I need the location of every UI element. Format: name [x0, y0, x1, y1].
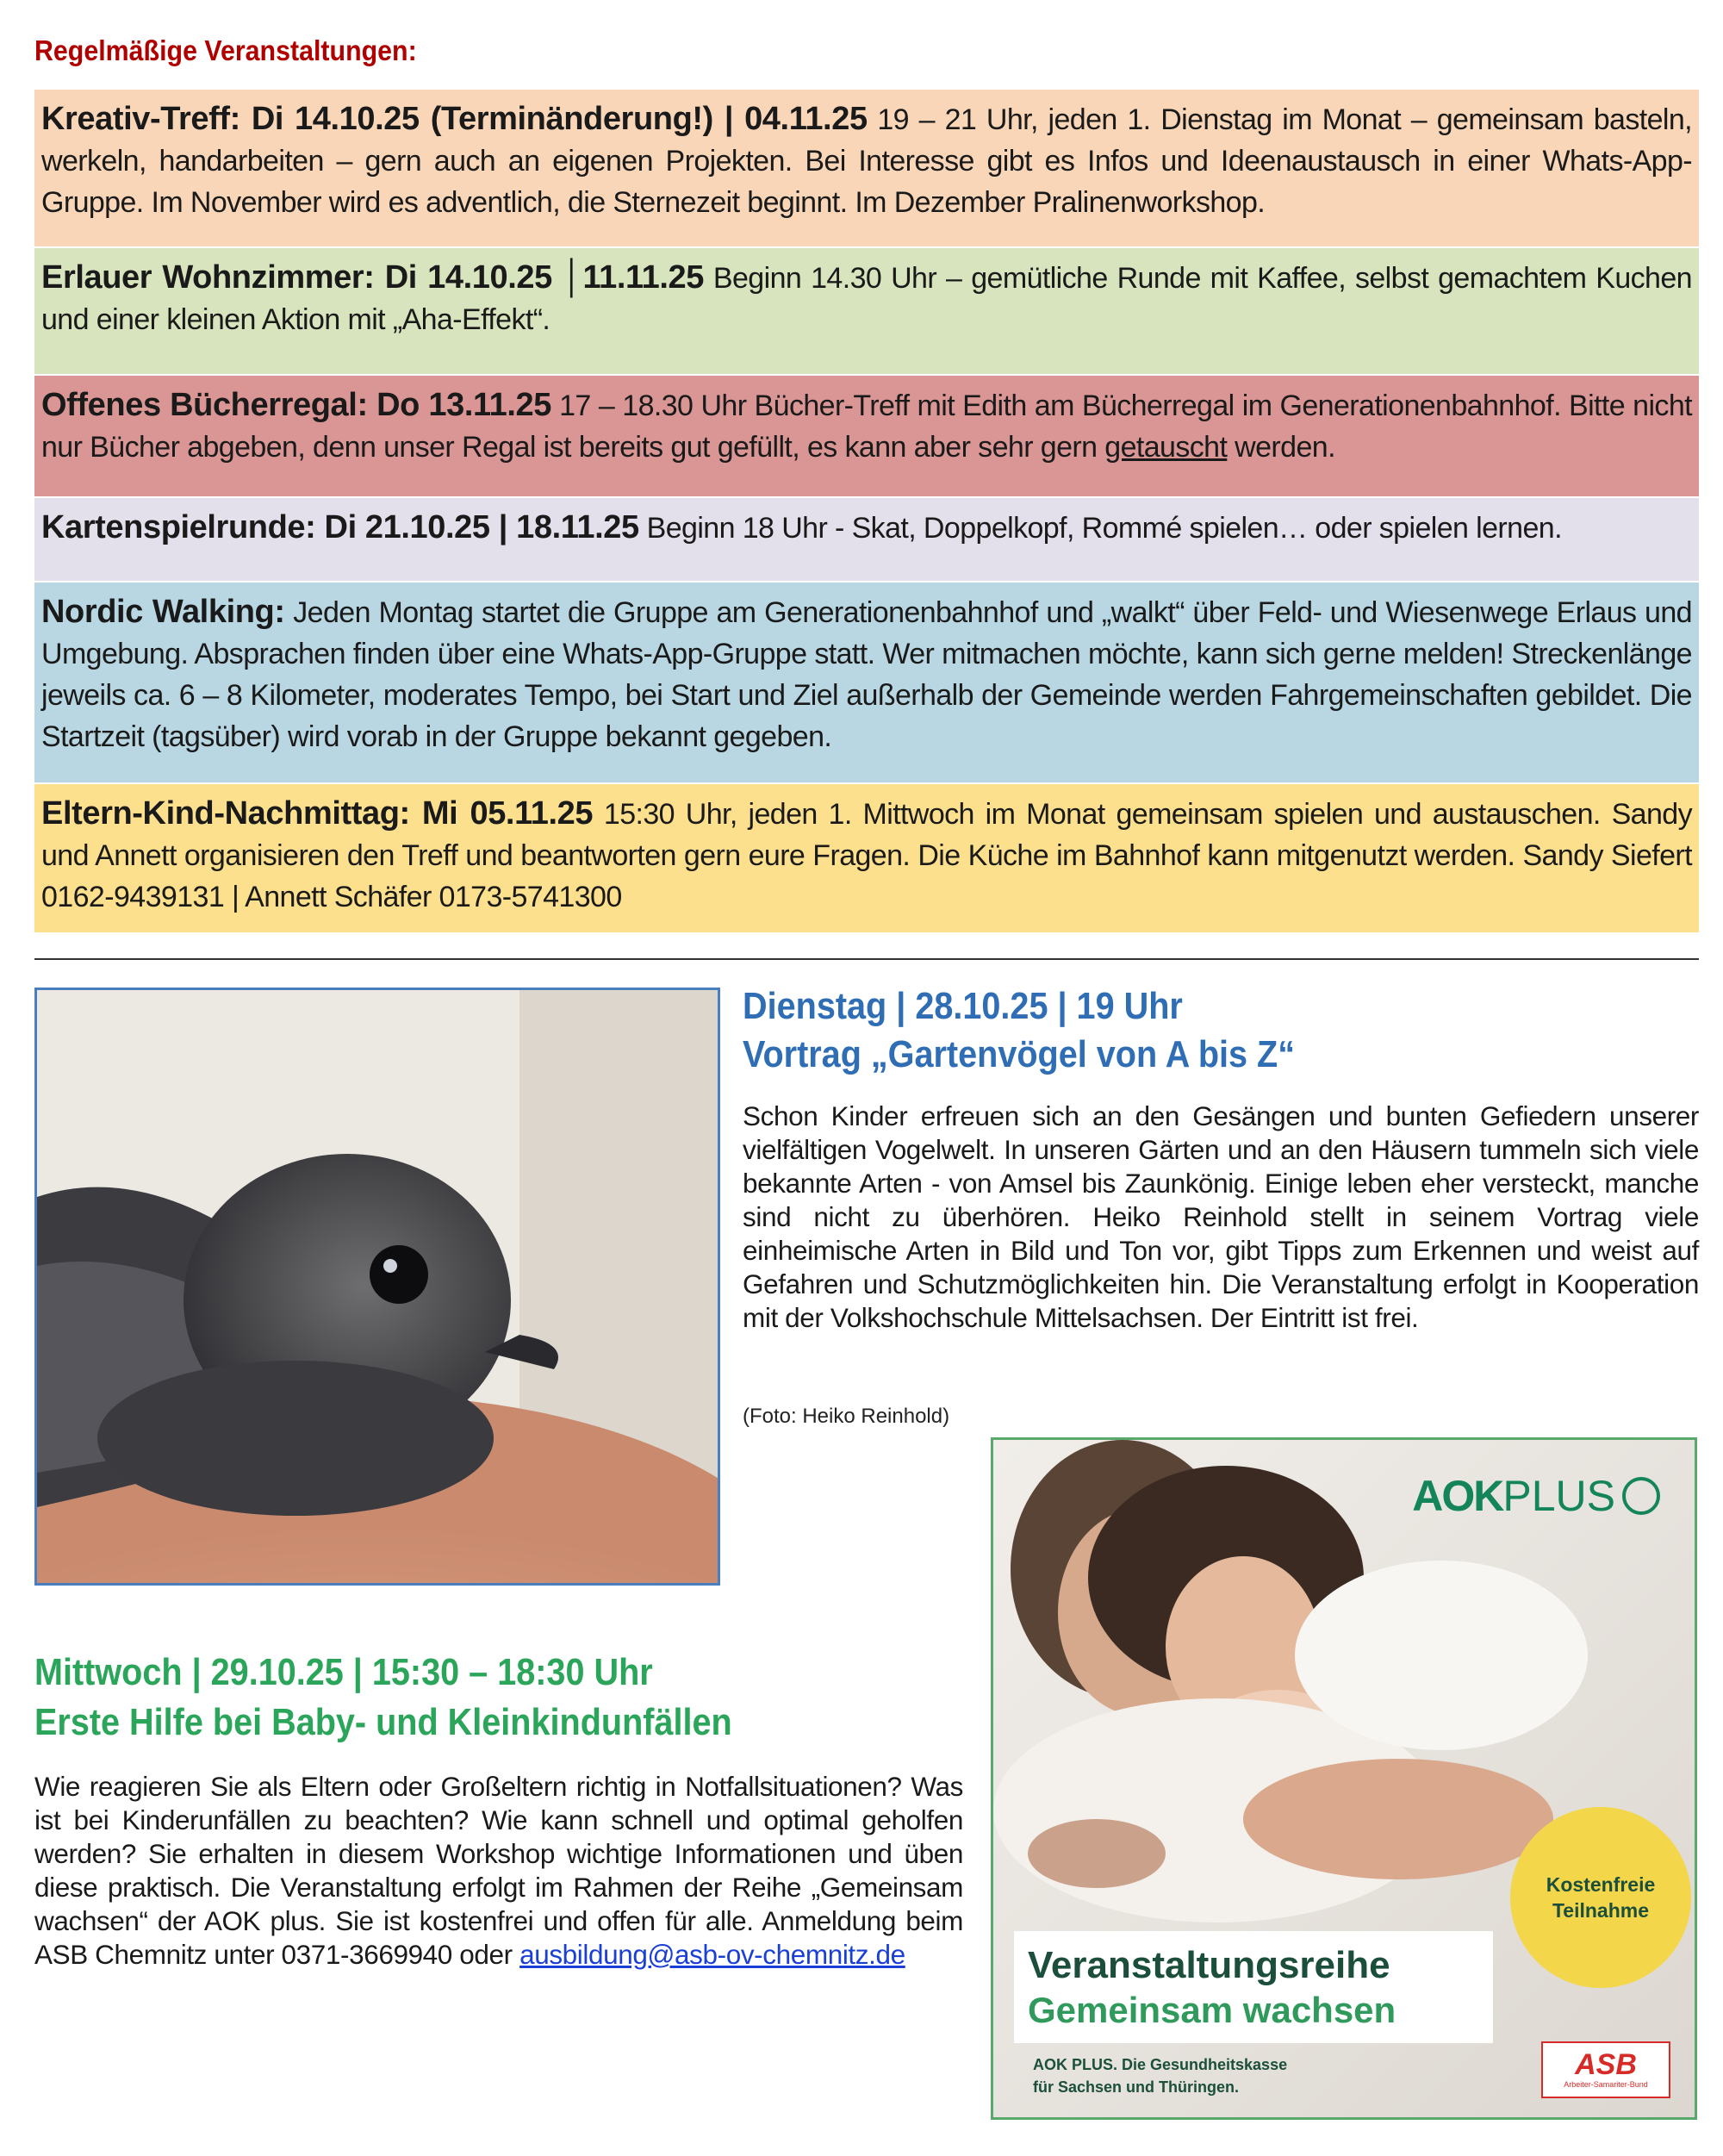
asb-logo-main: ASB [1575, 2048, 1637, 2081]
event-text: Beginn 14.30 Uhr – gemütliche Runde mit Kaffee, selbst gemachtem Kuchen und einer kleinen Aktion mit „Aha-Effekt“. [41, 262, 1692, 336]
event-text: 19 – 21 Uhr, jeden 1. Dienstag im Monat – gemeinsam basteln, werkeln, handarbeiten – gern auch an eigenen Projekten. Bei Interesse gibt es Infos und Ideenaustausch in einer Whats-App-Gruppe. Im November wird es adventlich, die Sternezeit beginnt. Im Dezember Pralinenworkshop. [41, 103, 1692, 219]
event-text: Jeden Montag startet die Gruppe am Generationenbahnhof und „walkt“ über Feld- und Wiesenwege Erlaus und Umgebung. Absprachen finden über eine Whats-App-Gruppe statt. Wer mitmachen möchte, kann sich gerne melden! Streckenlänge jeweils ca. 6 – 8 Kilometer, moderates Tempo, bei Start und Ziel außerhalb der Gemeinde werden Fahrgemeinschaften gebildet. Die Startzeit (tagsüber) wird vorab in der Gruppe bekannt gegeben. [41, 596, 1692, 753]
badge-line2: Teilnahme [1552, 1899, 1650, 1922]
badge-line1: Kostenfreie [1546, 1873, 1656, 1896]
free-participation-badge [1510, 1807, 1691, 1988]
event-series-banner [1014, 1931, 1493, 2043]
vortrag-heading [743, 982, 1603, 1079]
event-title: Kartenspielrunde: Di 21.10.25 | 18.11.25 [41, 509, 639, 545]
ersthilfe-date: Mittwoch | 29.10.25 | 15:30 – 18:30 Uhr [34, 1651, 653, 1693]
banner-line2: Gemeinsam wachsen [1028, 1990, 1396, 2030]
registration-email-link[interactable]: ausbildung@asb-ov-chemnitz.de [519, 1939, 905, 1970]
aok-logo-main: AOK [1412, 1472, 1503, 1520]
swift-bird-photo [34, 988, 720, 1586]
event-text: 17 – 18.30 Uhr Bücher-Treff mit Edith am Bücherregal im Generationenbahnhof. Bitte nicht nur Bücher abgeben, denn unser Regal ist bereits gut gefüllt, es kann aber sehr gern [41, 389, 1692, 464]
section-heading: Regelmäßige Veranstaltungen: [34, 34, 417, 66]
event-text-end: werden. [1227, 431, 1335, 464]
footer-line1: AOK PLUS. Die Gesundheitskasse [1033, 2056, 1288, 2073]
event-text-underlined: getauscht [1104, 431, 1228, 464]
vortrag-description: Schon Kinder erfreuen sich an den Gesängen und bunten Gefiedern unserer vielfältigen Vogelwelt. In unseren Gärten und an den Häusern tummeln sich viele bekannte Arten - von Amsel bis Zaunkönig. Einige leben eher versteckt, manche sind nicht zu überhören. Heiko Reinhold stellt in seinem Vortrag viele einheimische Arten in Bild und Ton vor, gibt Tipps zum Erkennen und weist auf Gefahren und Schutzmöglichkeiten hin. Die Veranstaltung erfolgt in Kooperation mit der Volkshochschule Mittelsachsen. Der Eintritt ist frei. [743, 1100, 1699, 1333]
ersthilfe-body: Wie reagieren Sie als Eltern oder Großeltern richtig in Notfallsituationen? Was ist bei Kinderunfällen zu beachten? Wie kann schnell und optimal geholfen werden? Sie erhalten in diesem Workshop wichtige Informationen und üben diese praktisch. Die Veranstaltung erfolgt im Rahmen der Reihe „Gemeinsam wachsen“ der AOK plus. Sie ist kostenfrei und offen für alle. Anmeldung beim ASB Chemnitz unter 0371-3669940 oder [34, 1771, 963, 1970]
ersthilfe-heading [34, 1648, 872, 1748]
banner-line1: Veranstaltungsreihe [1028, 1944, 1390, 1986]
aok-plus-advertisement [991, 1437, 1697, 2120]
ersthilfe-description [34, 1770, 963, 1972]
footer-line2: für Sachsen und Thüringen. [1033, 2078, 1240, 2096]
aok-footer [1033, 2053, 1287, 2098]
event-eltern-kind-nachmittag [34, 784, 1699, 932]
aok-leaf-icon [1622, 1477, 1660, 1515]
event-offenes-buecherregal [34, 376, 1699, 496]
event-title: Erlauer Wohnzimmer: Di 14.10.25 │11.11.25 [41, 259, 704, 296]
vortrag-date: Dienstag | 28.10.25 | 19 Uhr [743, 985, 1183, 1027]
photo-credit: (Foto: Heiko Reinhold) [743, 1405, 950, 1428]
bird-illustration [37, 990, 718, 1583]
event-text: 15:30 Uhr, jeden 1. Mittwoch im Monat gemeinsam spielen und austauschen. Sandy und Annett organisieren den Treff und beantworten gern eure Fragen. Die Küche im Bahnhof kann mitgenutzt werden. Sandy Siefert 0162-9439131 | Annett Schäfer 0173-5741300 [41, 798, 1692, 913]
aok-plus-logo [1412, 1471, 1660, 1521]
event-text: Beginn 18 Uhr - Skat, Doppelkopf, Rommé spielen… oder spielen lernen. [638, 512, 1562, 545]
vortrag-title: Vortrag „Gartenvögel von A bis Z“ [743, 1033, 1296, 1075]
event-erlauer-wohnzimmer [34, 248, 1699, 374]
event-nordic-walking [34, 583, 1699, 782]
event-title: Offenes Bücherregal: Do 13.11.25 [41, 387, 552, 423]
event-title: Eltern-Kind-Nachmittag: Mi 05.11.25 [41, 795, 594, 832]
event-title: Kreativ-Treff: Di 14.10.25 (Terminänderung!) | 04.11.25 [41, 101, 868, 137]
aok-logo-plus: PLUS [1502, 1472, 1615, 1520]
event-kartenspielrunde [34, 498, 1699, 581]
asb-logo [1541, 2041, 1670, 2098]
section-divider [34, 958, 1699, 960]
asb-logo-sub: Arbeiter-Samariter-Bund [1564, 2080, 1648, 2089]
event-title: Nordic Walking: [41, 594, 285, 630]
ersthilfe-title: Erste Hilfe bei Baby- und Kleinkindunfällen [34, 1701, 732, 1743]
event-kreativ-treff [34, 90, 1699, 246]
